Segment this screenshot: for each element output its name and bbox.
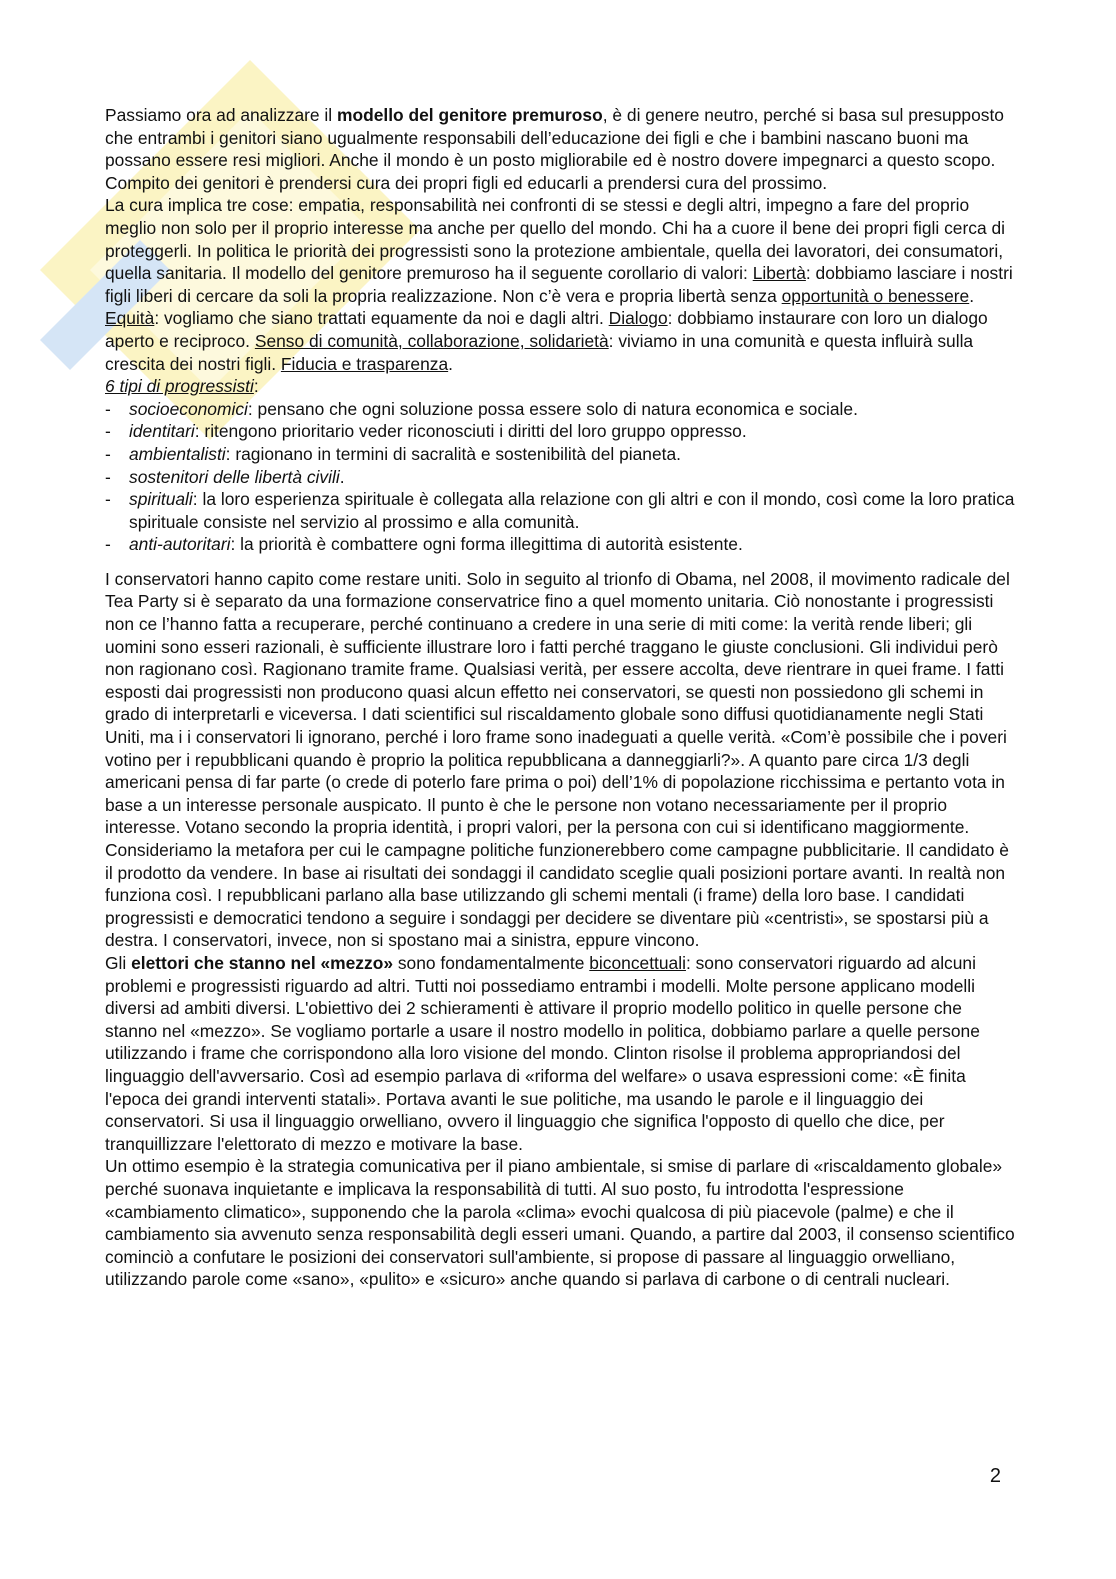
- paragraph-cura: La cura implica tre cose: empatia, responsabilità nei confronti di se stessi e degli altri, impegno a fare del proprio meglio non solo per il proprio interesse ma anche per quello del mondo. Chi ha a cuore il bene dei propri figli cerca di proteggerli. In politica le priorità dei progressisti sono la protezione ambientale, quella dei lavoratori, dei consumatori, quella sanitaria. Il modello del genitore premuroso ha il seguente corollario di valori: Libertà: dobbiamo lasciare i nostri figli liberi di cercare da soli la propria realizzazione. Non c’è vera e propria libertà senza opportunità o benessere. Equità: vogliamo che siano trattati equamente da noi e dagli altri. Dialogo: dobbiamo instaurare con loro un dialogo aperto e reciproco. Senso di comunità, collaborazione, solidarietà: viviamo in una comunità e questa influirà sulla crescita dei nostri figli. Fiducia e trasparenza.: [105, 195, 1013, 374]
- list-item: - sostenitori delle libertà civili.: [105, 466, 1015, 489]
- document-page: [105, 104, 1015, 1291]
- list-item: - identitari: ritengono prioritario veder riconosciuti i diritti del loro gruppo oppresso.: [105, 420, 1015, 443]
- paragraph-campagne: Consideriamo la metafora per cui le campagne politiche funzionerebbero come campagne pubblicitarie. Il candidato è il prodotto da vendere. In base ai risultati dei sondaggi il candidato sceglie quali posizioni portare avanti. In realtà non funziona così. I repubblicani parlano alla base utilizzando gli schemi mentali (i frame) della loro base. I candidati progressisti e democratici tendono a seguire i sondaggi per decidere se diventare più «centristi», se spostarsi più a destra. I conservatori, invece, non si spostano mai a sinistra, eppure vincono.: [105, 840, 1009, 951]
- bold-term: elettori che stanno nel «mezzo»: [131, 952, 393, 973]
- underlined-term: opportunità o benessere: [781, 285, 970, 306]
- bold-term: modello del genitore premuroso: [337, 105, 603, 125]
- page-number: 2: [989, 1465, 1001, 1487]
- list-item: - socioeconomici: pensano che ogni soluzione possa essere solo di natura economica e sociale.: [105, 398, 1015, 421]
- underlined-term: Dialogo: [608, 308, 668, 329]
- underlined-term: Libertà: [752, 263, 806, 284]
- underlined-term: Senso di comunità, collaborazione, solidarietà: [254, 330, 609, 351]
- underlined-term: Equità: [105, 308, 155, 329]
- list-item: - spirituali: la loro esperienza spirituale è collegata alla relazione con gli altri e con il mondo, così come la loro pratica spirituale consiste nel servizio al prossimo e alla comunità.: [105, 488, 1015, 533]
- paragraph-genitore-premuroso: Passiamo ora ad analizzare il modello del genitore premuroso, è di genere neutro, perché si basa sul presupposto che entrambi i genitori siano ugualmente responsabili dell’educazione dei figli e che i bambini nascano buoni ma possano essere resi migliori. Anche il mondo è un posto migliorabile ed è nostro dovere impegnarci a questo scopo. Compito dei genitori è prendersi cura dei propri figli ed educarli a prendersi cura del prossimo.: [105, 105, 1004, 193]
- list-item: - anti-autoritari: la priorità è combattere ogni forma illegittima di autorità esistente.: [105, 533, 1015, 556]
- underlined-term: biconcettuali: [589, 952, 686, 973]
- list-heading: 6 tipi di progressisti:: [105, 376, 259, 397]
- underlined-term: Fiducia e trasparenza: [280, 353, 449, 374]
- paragraph-esempio-ambientale: Un ottimo esempio è la strategia comunicativa per il piano ambientale, si smise di parlare di «riscaldamento globale» perché suonava inquietante e implicava la responsabilità di tutti. Al suo posto, fu introdotta l'espressione «cambiamento climatico», supponendo che la parola «clima» evochi qualcosa di più piacevole (palme) e che il cambiamento sia avvenuto senza responsabilità degli esseri umani. Quando, a partire dal 2003, il consenso scientifico cominciò a confutare le posizioni dei conservatori sull'ambiente, si propose di passare al linguaggio orwelliano, utilizzando parole come «sano», «pulito» e «sicuro» anche quando si parlava di carbone o di centrali nucleari.: [105, 1156, 1015, 1290]
- paragraph-gap: [105, 556, 1015, 568]
- paragraph-elettori-mezzo: Gli elettori che stanno nel «mezzo» sono fondamentalmente biconcettuali: sono conservatori riguardo ad alcuni problemi e progressisti riguardo ad altri. Tutti noi possediamo entrambi i modelli. Molte persone applicano modelli diversi ad ambiti diversi. L'obiettivo dei 2 schieramenti è attivare il proprio modello politico in quelle persone che stanno nel «mezzo». Se vogliamo portarle a usare il nostro modello in politica, dobbiamo parlare a quelle persone utilizzando i frame che corrispondono alla loro visione del mondo. Clinton risolse il problema appropriandosi del linguaggio dell'avversario. Così ad esempio parlava di «riforma del welfare» o usava espressioni come: «È finita l'epoca dei grandi interventi statali». Portava avanti le sue politiche, ma usando le parole e il linguaggio dei conservatori. Si usa il linguaggio orwelliano, ovvero il linguaggio che significa l'opposto di quello che dice, per tranquillizzare l'elettorato di mezzo e motivare la base.: [105, 952, 980, 1154]
- progressisti-list: [105, 398, 1015, 556]
- paragraph-conservatori: I conservatori hanno capito come restare uniti. Solo in seguito al trionfo di Obama, nel 2008, il movimento radicale del Tea Party si è separato da una formazione conservatrice fino a quel momento unitaria. Ciò nonostante i progressisti non ce l’hanno fatta a recuperare, perché continuano a credere in una serie di miti come: la verità rende liberi; gli uomini sono esseri razionali, è sufficiente illustrare loro i fatti perché traggano le giuste conclusioni. Gli individui però non ragionano così. Ragionano tramite frame. Qualsiasi verità, per essere accolta, deve rientrare in quei frame. I fatti esposti dai progressisti non producono quasi alcun effetto nei conservatori, se questi non possiedono gli schemi in grado di interpretarli e viceversa. I dati scientifici sul riscaldamento globale sono diffusi quotidianamente negli Stati Uniti, ma i i conservatori li ignorano, perché i loro frame sono inadeguati a quelle verità. «Com’è possibile che i poveri votino per i repubblicani quando è proprio la politica repubblicana a danneggiarli?». A quanto pare circa 1/3 degli americani pensa di far parte (o crede di poterlo fare prima o poi) dell’1% di popolazione ricchissima e pertanto vota in base a un interesse personale auspicato. Il punto è che le persone non votano necessariamente per il proprio interesse. Votano secondo la propria identità, i propri valori, per la persona con cui si identificano maggiormente.: [105, 568, 1010, 838]
- list-item: - ambientalisti: ragionano in termini di sacralità e sostenibilità del pianeta.: [105, 443, 1015, 466]
